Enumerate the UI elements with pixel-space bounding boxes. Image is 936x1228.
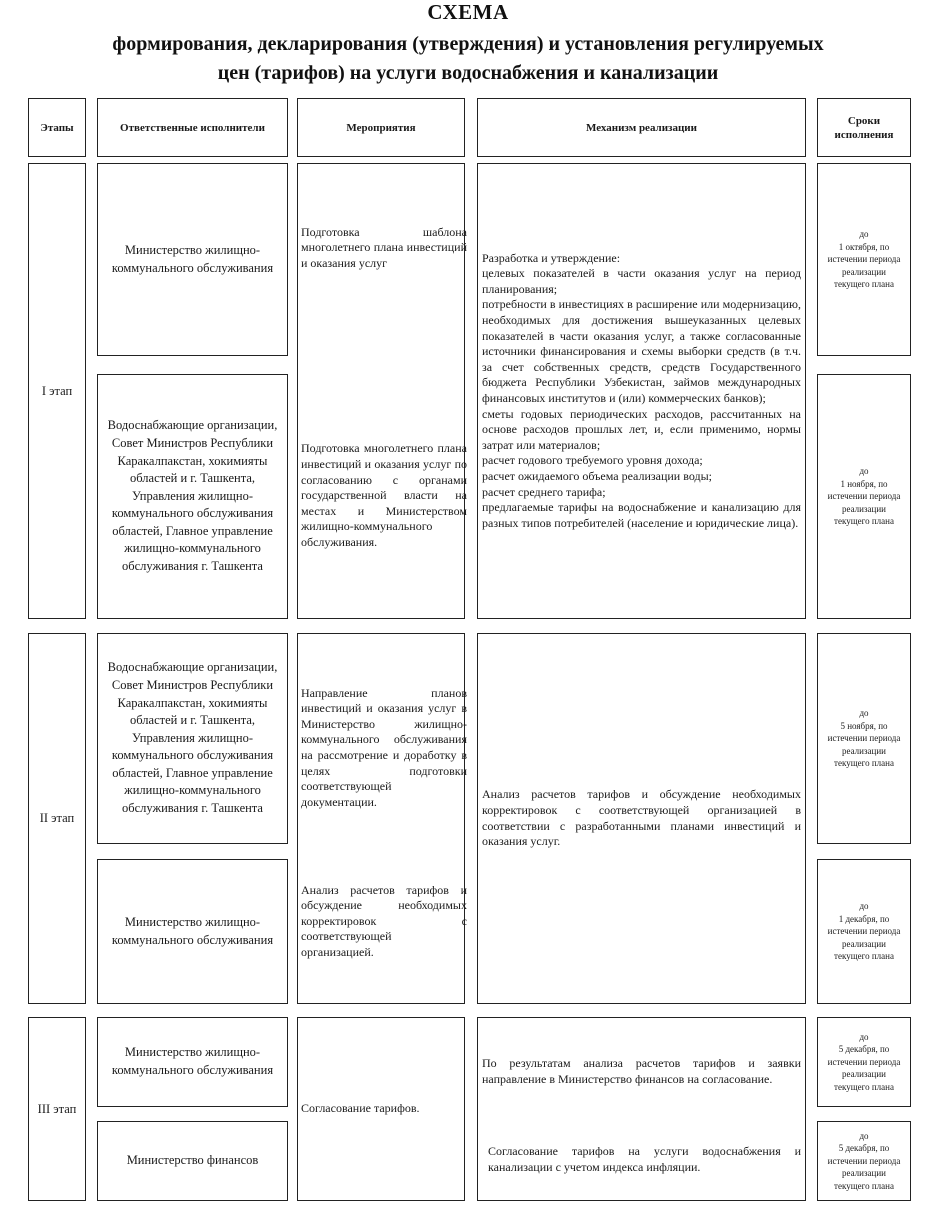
stage-1-term-2-text: до 1 ноября, по истечении периода реализации текущего плана — [827, 466, 901, 527]
stage-2-executor-1-text: Водоснабжающие организации, Совет Министров Республики Каракалпакстан, хокимияты областей и г. Ташкента, Управления жилищно-коммунального обслуживания областей, Главное управление жилищно-коммунального обслуживания г. Ташкента — [107, 660, 278, 816]
stage-3-term-1-text: до 5 декабря, по истечении периода реализации текущего плана — [827, 1031, 901, 1092]
scheme-subtitle-line1: формирования, декларирования (утверждения) и установления регулируемых — [112, 33, 824, 55]
stage-1-term-2 — [817, 374, 911, 619]
stage-2-executor-2 — [97, 859, 288, 1004]
header-measures — [297, 98, 465, 157]
stage-1-measures-cell — [297, 163, 465, 619]
stage-1-measure-1: Подготовка шаблона многолетнего плана инвестиций и оказания услуг — [301, 224, 467, 270]
stage-3-executor-1-text: Министерство жилищно-коммунального обслуживания — [111, 1045, 274, 1077]
stage-3-term-2 — [817, 1121, 911, 1201]
stage-2-executor-1 — [97, 633, 288, 844]
stage-3-mechanism-1: По результатам анализа расчетов тарифов и заявки направление в Министерство финансов на согласование. — [482, 1056, 801, 1086]
header-terms-label: Сроки исполнения — [834, 114, 894, 141]
header-executors-label: Ответственные исполнители — [120, 121, 265, 134]
stage-3-executor-2-text: Министерство финансов — [126, 1153, 259, 1168]
scheme-subtitle-line2: цен (тарифов) на услуги водоснабжения и канализации — [217, 62, 719, 84]
stage-3-label: III этап — [37, 1101, 77, 1116]
stage-1-executor-2 — [97, 374, 288, 619]
stage-1-mechanism-cell — [477, 163, 806, 619]
stage-1-label: I этап — [41, 383, 73, 398]
stage-2-mechanism: Анализ расчетов тарифов и обсуждение необходимых корректировок с соответствующей организацией в соответствии с разработанными планами инвестиций и оказания услуг. — [482, 787, 801, 849]
stage-3-term-2-text: до 5 декабря, по истечении периода реализации текущего плана — [827, 1130, 901, 1191]
stage-2-term-1 — [817, 633, 911, 844]
scheme-title: СХЕМА — [427, 0, 509, 24]
stage-2-measures-cell — [297, 633, 465, 1004]
header-mechanism-label: Механизм реализации — [586, 121, 697, 134]
stage-3-mechanism-2: Согласование тарифов на услуги водоснабжения и канализации с учетом индекса инфляции. — [488, 1144, 801, 1174]
stage-1-term-1-text: до 1 октября, по истечении периода реализации текущего плана — [827, 229, 901, 290]
stage-2-mechanism-cell — [477, 633, 806, 1004]
stage-2-term-1-text: до 5 ноября, по истечении периода реализации текущего плана — [827, 708, 901, 769]
header-terms — [817, 98, 911, 157]
header-executors — [97, 98, 288, 157]
stage-2-cell — [28, 633, 86, 1004]
stage-2-executor-2-text: Министерство жилищно-коммунального обслуживания — [111, 914, 274, 947]
stage-3-cell — [28, 1017, 86, 1201]
stage-3-executor-1 — [97, 1017, 288, 1107]
stage-2-term-2-text: до 1 декабря, по истечении периода реализации текущего плана — [827, 901, 901, 962]
stage-3-measure: Согласование тарифов. — [301, 1101, 420, 1116]
stage-1-executor-2-text: Водоснабжающие организации, Совет Министров Республики Каракалпакстан, хокимияты областей и г. Ташкента, Управления жилищно-коммунального обслуживания областей, Главное управление жилищно-коммунального обслуживания г. Ташкента — [107, 418, 278, 574]
stage-3-mechanism-cell — [477, 1017, 806, 1201]
stage-1-executor-1-text: Министерство жилищно-коммунального обслуживания — [111, 242, 274, 275]
stage-1-executor-1 — [97, 163, 288, 356]
stage-2-measure-1: Направление планов инвестиций и оказания услуг в Министерство жилищно-коммунального обслуживания на рассмотрение и доработку в целях подготовки соответствующей документации. — [301, 685, 467, 809]
stage-2-measure-2: Анализ расчетов тарифов и обсуждение необходимых корректировок с соответствующей организацией. — [301, 882, 467, 959]
header-stages-label: Этапы — [40, 121, 74, 134]
stage-2-term-2 — [817, 859, 911, 1004]
stage-3-term-1 — [817, 1017, 911, 1107]
stage-1-measure-2: Подготовка многолетнего плана инвестиций и оказания услуг по согласованию с органами государственной власти на местах и Министерством жилищно-коммунального обслуживания. — [301, 441, 467, 549]
stage-1-term-1 — [817, 163, 911, 356]
stage-1-mechanism: Разработка и утверждение: целевых показателей в части оказания услуг на период планирования; потребности в инвестициях в расширение или модернизацию, необходимых для достижения вышеуказанных целевых показателей в части оказания услуг, а также согласованные источники финансирования и схемы выборки средств (в т.ч. за счет собственных средств, средств Государственного бюджета Республики Узбекистан, займов международных финансовых институтов и (или) коммерческих банков); сметы годовых периодических расходов, рассчитанных на основе расходов прошлых лет, и, если применимо, нормы затрат или материалов; расчет годового требуемого уровня дохода; расчет ожидаемого объема реализации воды; расчет среднего тарифа; предлагаемые тарифы на водоснабжение и канализацию для разных типов потребителей (население и юридические лица). — [482, 250, 801, 530]
stage-2-label: II этап — [39, 811, 75, 825]
stage-1-cell — [28, 163, 86, 619]
stage-3-executor-2 — [97, 1121, 288, 1201]
header-measures-label: Мероприятия — [346, 121, 416, 134]
header-mechanism — [477, 98, 806, 157]
stage-3-measures-cell — [297, 1017, 465, 1201]
header-stages — [28, 98, 86, 157]
